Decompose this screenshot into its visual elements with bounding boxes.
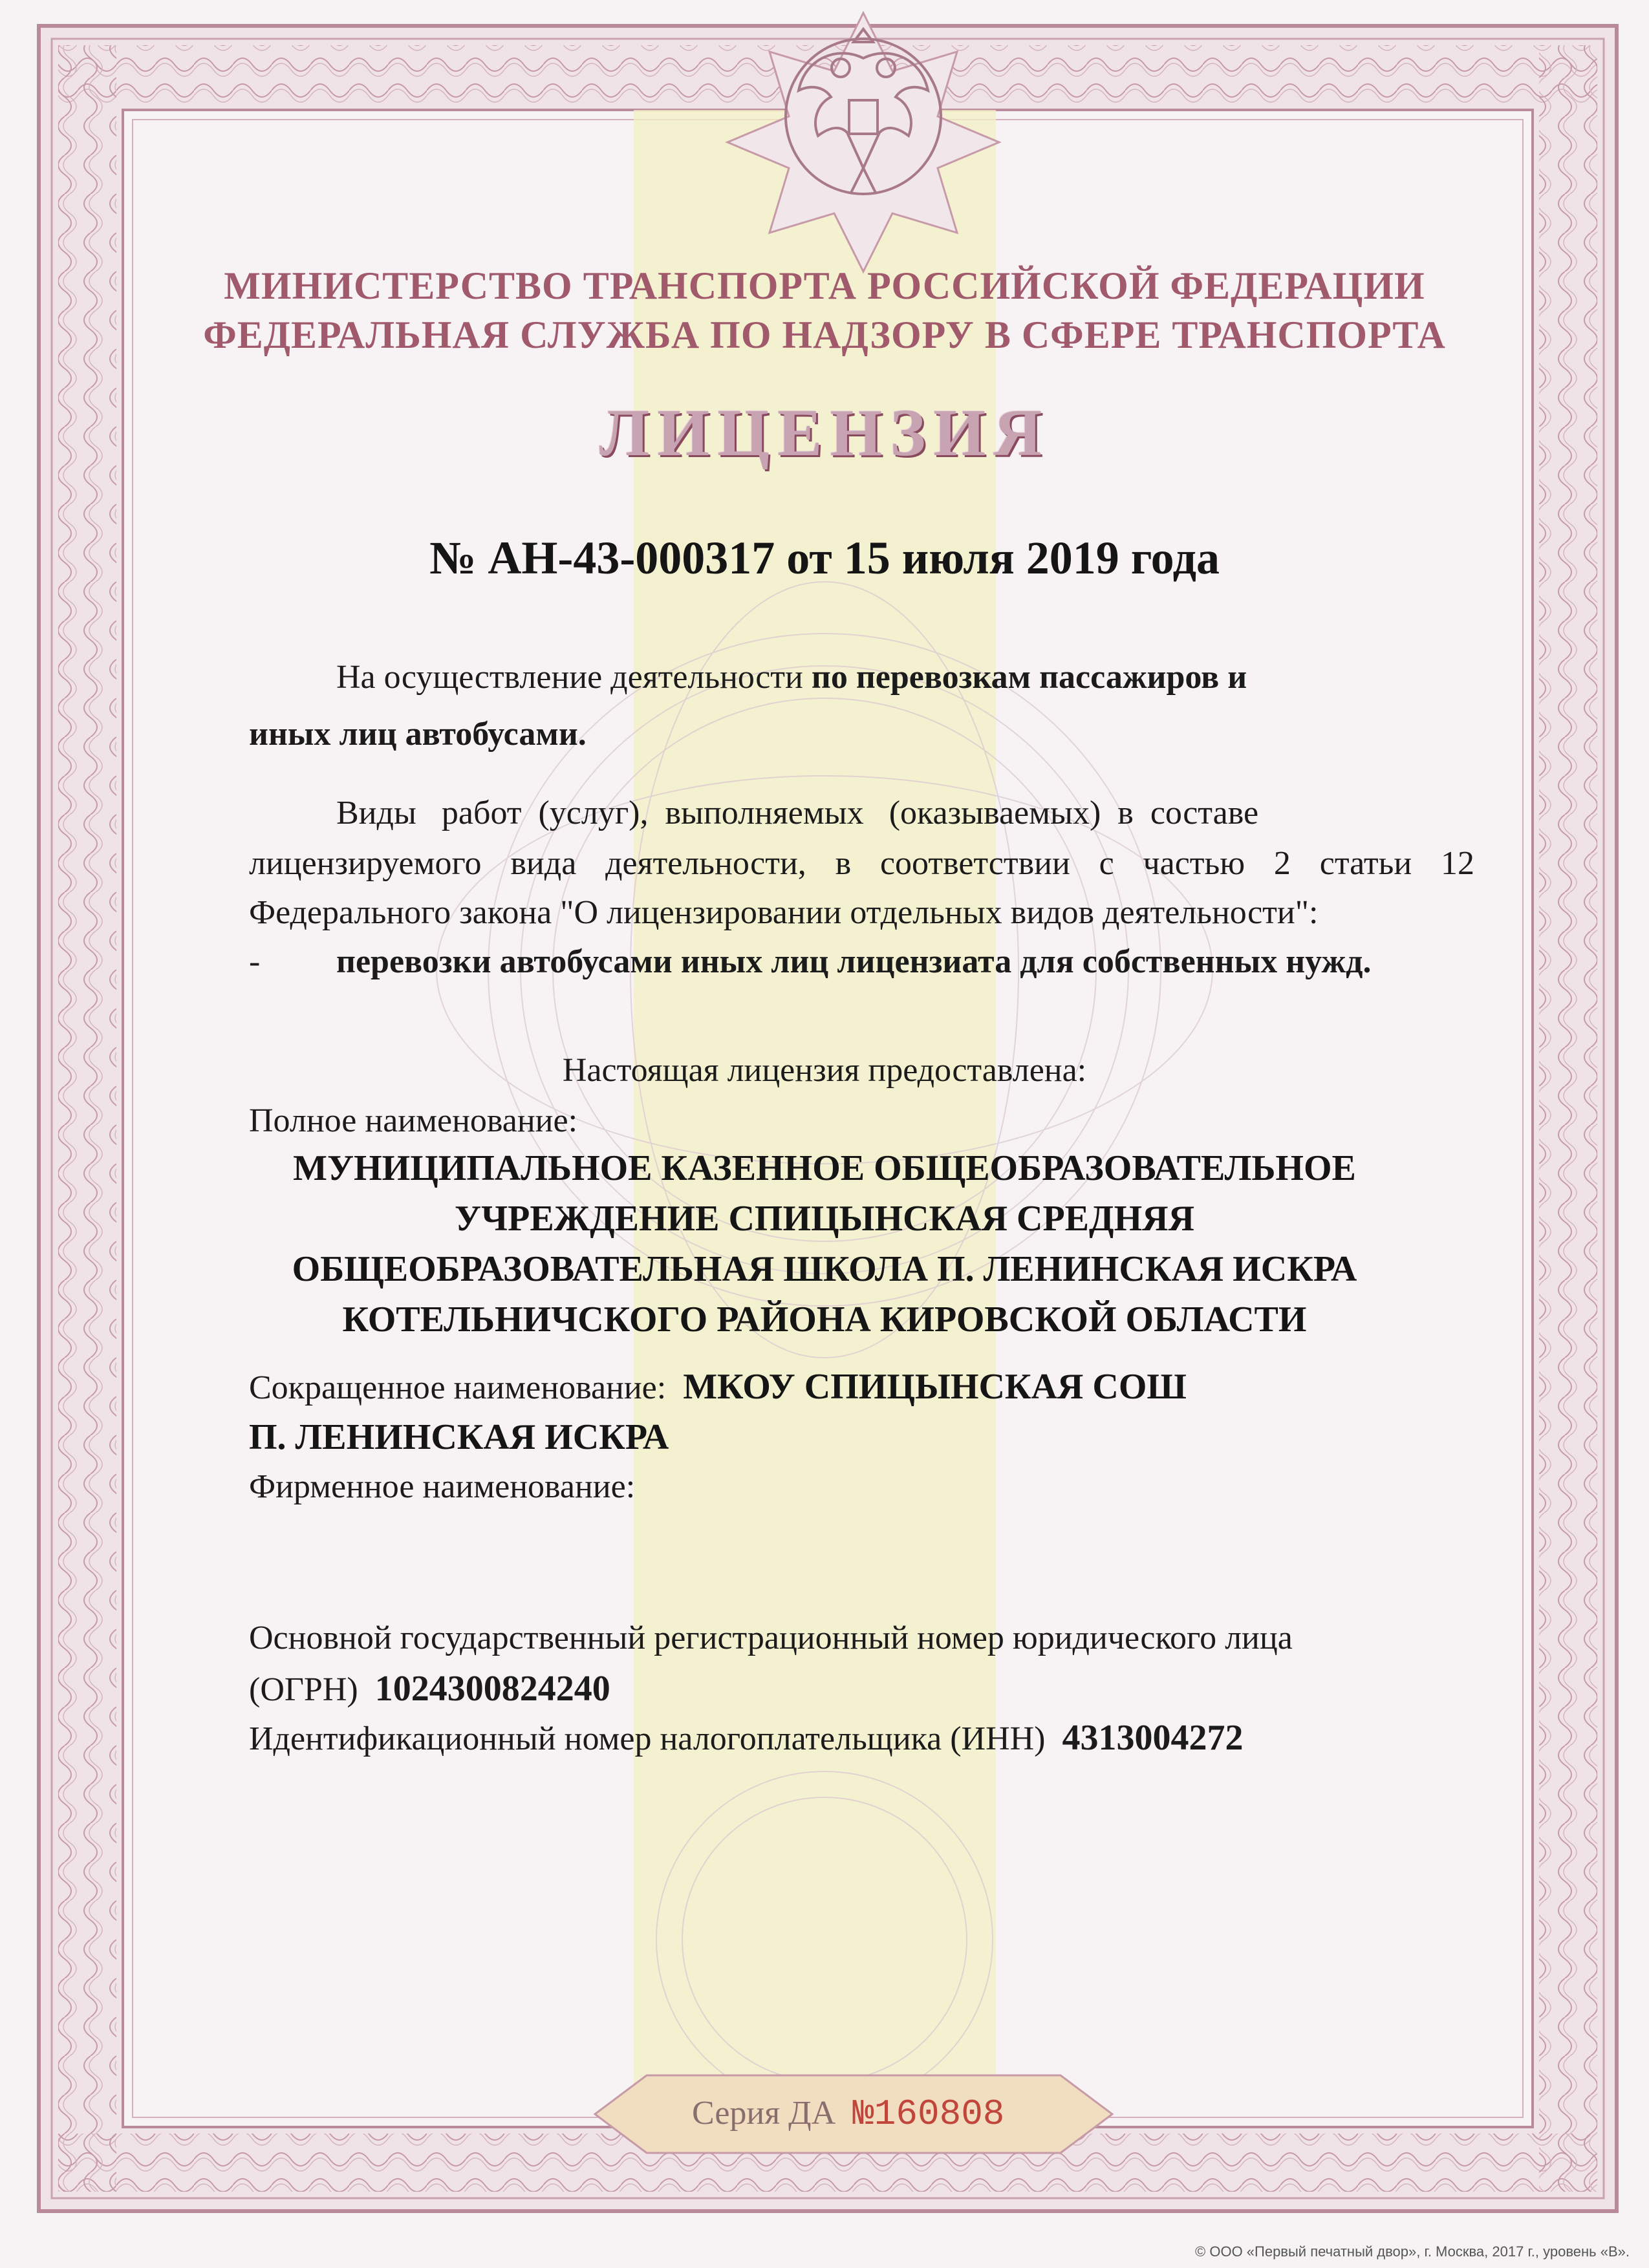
ogrn-label-2: (ОГРН): [249, 1671, 358, 1708]
short-name-row: [249, 1363, 1187, 1411]
inn-value: 4313004272: [1062, 1718, 1244, 1758]
ministry-name: МИНИСТЕРСТВО ТРАНСПОРТА РОССИЙСКОЙ ФЕДЕРАЦИИ: [224, 264, 1425, 307]
ogrn-label-1: Основной государственный регистрационный номер юридического лица: [249, 1620, 1293, 1656]
license-title: ЛИЦЕНЗИЯ: [599, 396, 1050, 470]
short-name-label: Сокращенное наименование:: [249, 1369, 667, 1406]
ogrn-value: 1024300824240: [374, 1669, 610, 1709]
inn-label: Идентификационный номер налогоплательщика (ИНН): [249, 1720, 1046, 1757]
short-name-value-1: МКОУ СПИЦЫНСКАЯ СОШ: [683, 1367, 1187, 1407]
full-name-line-2: УЧРЕЖДЕНИЕ СПИЦЫНСКАЯ СРЕДНЯЯ: [454, 1199, 1195, 1239]
full-name-line-1: МУНИЦИПАЛЬНОЕ КАЗЕННОЕ ОБЩЕОБРАЗОВАТЕЛЬНОЕ: [293, 1148, 1356, 1188]
full-name-label: Полное наименование:: [249, 1102, 578, 1139]
activity-bold-2: иных лиц автобусами.: [249, 716, 587, 753]
works-line-1: Виды работ (услуг), выполняемых (оказываемых) в составе: [336, 795, 1259, 831]
license-number: № АН-43-000317 от 15 июля 2019 года: [429, 532, 1220, 584]
form-series: [692, 2093, 1004, 2135]
brand-name-label: Фирменное наименование:: [249, 1468, 636, 1505]
works-dash: -: [249, 943, 261, 980]
full-name-line-3: ОБЩЕОБРАЗОВАТЕЛЬНАЯ ШКОЛА П. ЛЕНИНСКАЯ ИСКРА: [292, 1249, 1357, 1289]
inn-row: [249, 1715, 1244, 1762]
activity-bold-1: по перевозкам пассажиров и: [811, 659, 1247, 696]
full-name-line-4: КОТЕЛЬНИЧСКОГО РАЙОНА КИРОВСКОЙ ОБЛАСТИ: [342, 1300, 1307, 1340]
grantee-intro: Настоящая лицензия предоставлена:: [562, 1052, 1087, 1089]
works-line-3: Федерального закона "О лицензировании отдельных видов деятельности":: [249, 894, 1319, 931]
activity-line-1: [336, 654, 1247, 701]
series-label: Серия ДА: [692, 2095, 836, 2132]
printer-note: © ООО «Первый печатный двор», г. Москва, 2017 г., уровень «В».: [1195, 2243, 1630, 2260]
activity-prefix: На осуществление деятельности: [336, 659, 812, 696]
short-name-value-2: П. ЛЕНИНСКАЯ ИСКРА: [249, 1417, 669, 1457]
series-number: №160808: [852, 2093, 1005, 2135]
works-line-2: лицензируемого вида деятельности, в соответствии с частью 2 статьи 12: [249, 845, 1474, 882]
ogrn-row: [249, 1665, 610, 1713]
works-item: перевозки автобусами иных лиц лицензиата для собственных нужд.: [336, 943, 1372, 980]
service-name: ФЕДЕРАЛЬНАЯ СЛУЖБА ПО НАДЗОРУ В СФЕРЕ ТРАНСПОРТА: [203, 314, 1446, 356]
coat-of-arms-icon: [766, 6, 960, 226]
